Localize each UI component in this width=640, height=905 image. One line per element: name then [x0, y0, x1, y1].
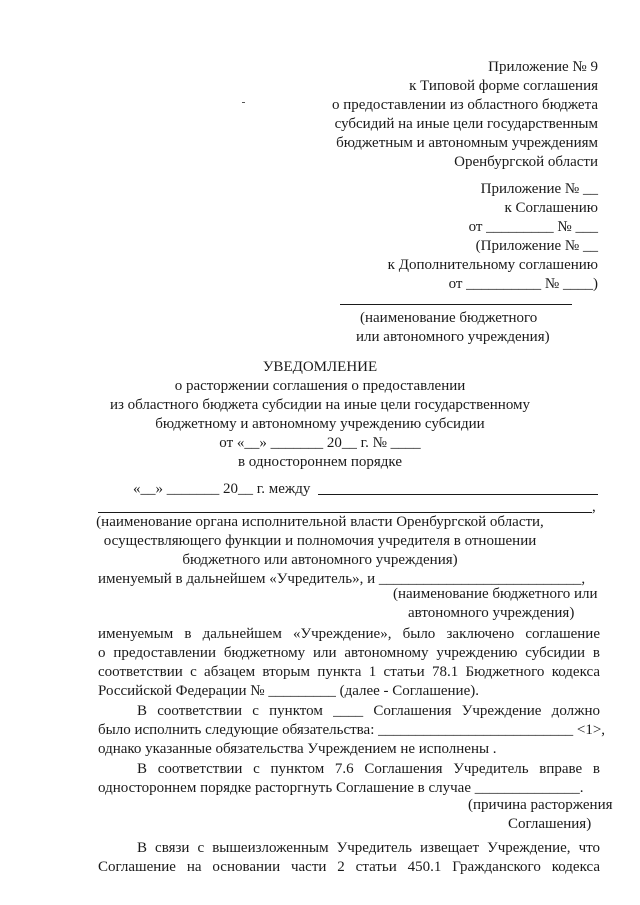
appendix-line: субсидий на иные цели государственным	[334, 116, 598, 132]
appendix-line: бюджетным и автономным учреждениям	[336, 135, 598, 151]
scan-speck	[242, 102, 245, 103]
recipient-label: (наименование бюджетного	[360, 310, 538, 326]
institution-note: (наименование бюджетного или	[393, 586, 598, 602]
paragraph-line: В соответствии с пунктом ____ Соглашения Учреждение должно	[137, 703, 600, 719]
institution-note: автономного учреждения)	[408, 605, 575, 621]
named-founder-line: именуемый в дальнейшем «Учредитель», и ___________________________,	[98, 571, 586, 587]
title-subline: из областного бюджета субсидии на иные цели государственному	[109, 397, 531, 413]
agreement-appendix-line: (Приложение № __	[475, 238, 598, 254]
agreement-appendix-line: от __________ № ____)	[448, 276, 598, 292]
reason-note: (причина расторжения	[468, 797, 613, 813]
recipient-blank-line	[340, 304, 572, 305]
founder-note: (наименование органа исполнительной власти Оренбургской области,	[96, 514, 544, 530]
founder-blank-line	[318, 494, 598, 495]
title-subline: о расторжении соглашения о предоставлении	[174, 378, 466, 394]
paragraph-line: однако указанные обязательства Учреждением не исполнены .	[98, 741, 497, 757]
recipient-label: или автономного учреждения)	[356, 329, 550, 345]
paragraph-line: было исполнить следующие обязательства: __________________________ <1>,	[98, 722, 606, 738]
title-subline: от «__» _______ 20__ г. № ____	[219, 435, 421, 451]
agreement-appendix-line: к Соглашению	[504, 200, 598, 216]
appendix-number: Приложение № 9	[488, 59, 598, 75]
founder-note: осуществляющего функции и полномочия учредителя в отношении	[103, 533, 537, 549]
title-subline: в одностороннем порядке	[237, 454, 403, 470]
appendix-line: к Типовой форме соглашения	[409, 78, 598, 94]
paragraph-line: соответствии с абзацем вторым пункта 1 статьи 78.1 Бюджетного кодекса	[98, 664, 600, 680]
agreement-appendix-line: к Дополнительному соглашению	[387, 257, 598, 273]
paragraph-line: о предоставлении бюджетному или автономному учреждению субсидии в	[98, 645, 600, 661]
appendix-line: Оренбургской области	[454, 154, 598, 170]
title-subline: бюджетному и автономному учреждению субсидии	[155, 416, 485, 432]
paragraph-line: В соответствии с пунктом 7.6 Соглашения Учредитель вправе в	[137, 761, 600, 777]
document-title: УВЕДОМЛЕНИЕ	[262, 359, 378, 375]
comma-mark: ,	[592, 499, 596, 515]
paragraph-line: именуемым в дальнейшем «Учреждение», было заключено соглашение	[98, 626, 600, 642]
reason-note: Соглашения)	[508, 816, 592, 832]
founder-note: бюджетного или автономного учреждения)	[182, 552, 458, 568]
paragraph-line: В связи с вышеизложенным Учредитель извещает Учреждение, что	[137, 840, 600, 856]
appendix-line: о предоставлении из областного бюджета	[332, 97, 598, 113]
paragraph-line: Российской Федерации № _________ (далее - Соглашение).	[98, 683, 479, 699]
paragraph-line: одностороннем порядке расторгнуть Соглашение в случае ______________.	[98, 780, 584, 796]
paragraph-line: Соглашение на основании части 2 статьи 450.1 Гражданского кодекса	[98, 859, 600, 875]
agreement-appendix-line: Приложение № __	[480, 181, 598, 197]
agreement-appendix-line: от _________ № ___	[468, 219, 598, 235]
date-line: «__» _______ 20__ г. между	[133, 481, 311, 497]
